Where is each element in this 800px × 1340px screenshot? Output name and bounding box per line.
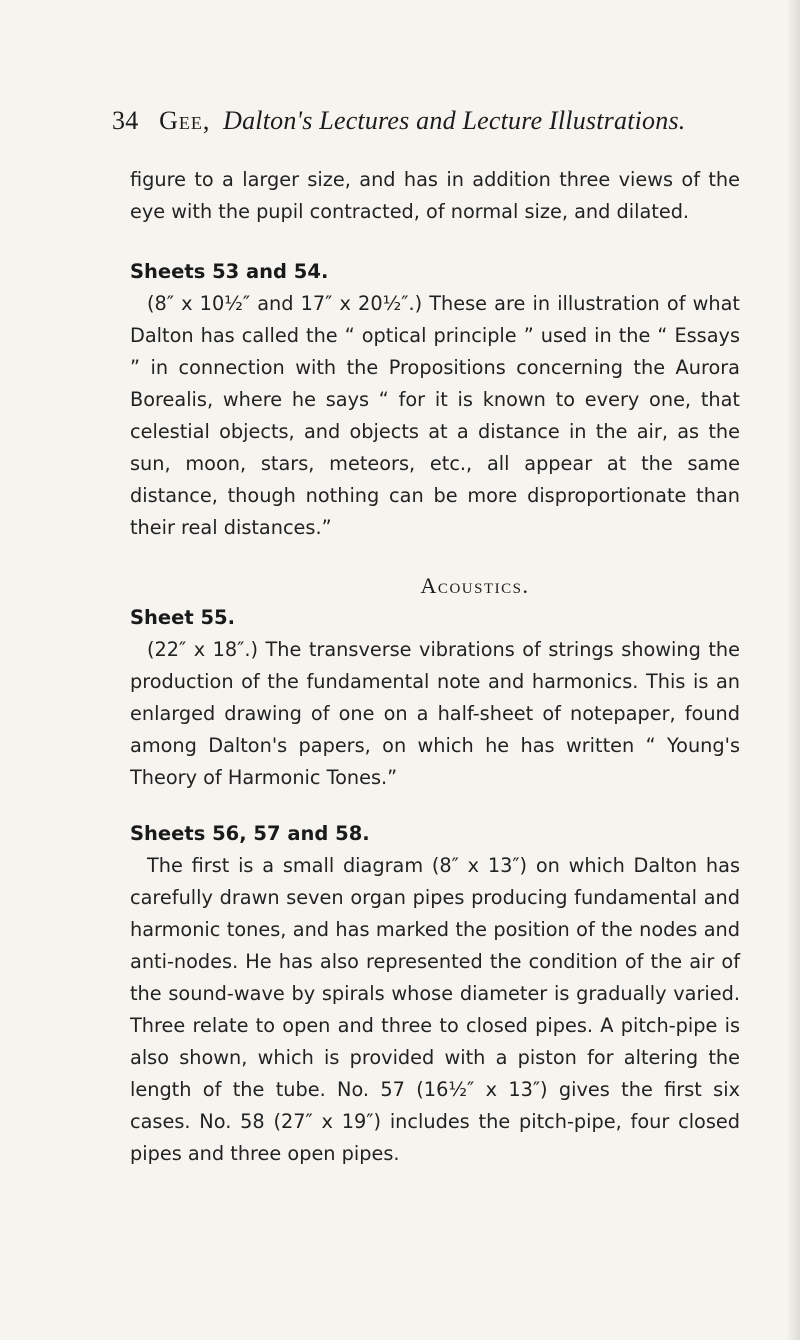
running-head	[112, 106, 685, 136]
page-edge-shadow	[786, 0, 800, 1340]
sheet-55-heading: Sheet 55.	[130, 606, 236, 629]
sheets-56-58-paragraph: The first is a small diagram (8″ x 13″) on which Dalton has carefully drawn seven organ pipes producing fundamental and harmonic tones, and has marked the position of the nodes and anti-nodes. He has also represented the condition of the air of the sound-wave by spirals whose diameter is gradually varied. Three relate to open and three to closed pipes. A pitch-pipe is also shown, which is provided with a piston for altering the length of the tube. No. 57 (16½″ x 13″) gives the first six cases. No. 58 (27″ x 19″) includes the pitch-pipe, four closed pipes and three open pipes.	[130, 854, 740, 1165]
acoustics-section-title: Acoustics.	[420, 573, 530, 598]
page-number: 34	[112, 106, 139, 135]
intro-paragraph: figure to a larger size, and has in addition three views of the eye with the pupil contracted, of normal size, and dilated.	[130, 168, 740, 223]
running-head-title: Dalton's Lectures and Lecture Illustrations.	[223, 106, 686, 135]
running-head-author: Gee,	[159, 106, 211, 135]
sheets-56-58-heading: Sheets 56, 57 and 58.	[130, 822, 370, 845]
body-text	[130, 164, 740, 1170]
sheets-53-54-heading: Sheets 53 and 54.	[130, 260, 329, 283]
sheets-53-54-paragraph: (8″ x 10½″ and 17″ x 20½″.) These are in illustration of what Dalton has called the “ optical principle ” used in the “ Essays ” in connection with the Propositions concerning the Aurora Borealis, where he says “ for it is known to every one, that celestial objects, and objects at a distance in the air, as the sun, moon, stars, meteors, etc., all appear at the same distance, though nothing can be more disproportionate than their real distances.”	[130, 292, 740, 539]
sheet-55-paragraph: (22″ x 18″.) The transverse vibrations of strings showing the production of the fundamental note and harmonics. This is an enlarged drawing of one on a half-sheet of notepaper, found among Dalton's papers, on which he has written “ Young's Theory of Harmonic Tones.”	[130, 638, 740, 789]
